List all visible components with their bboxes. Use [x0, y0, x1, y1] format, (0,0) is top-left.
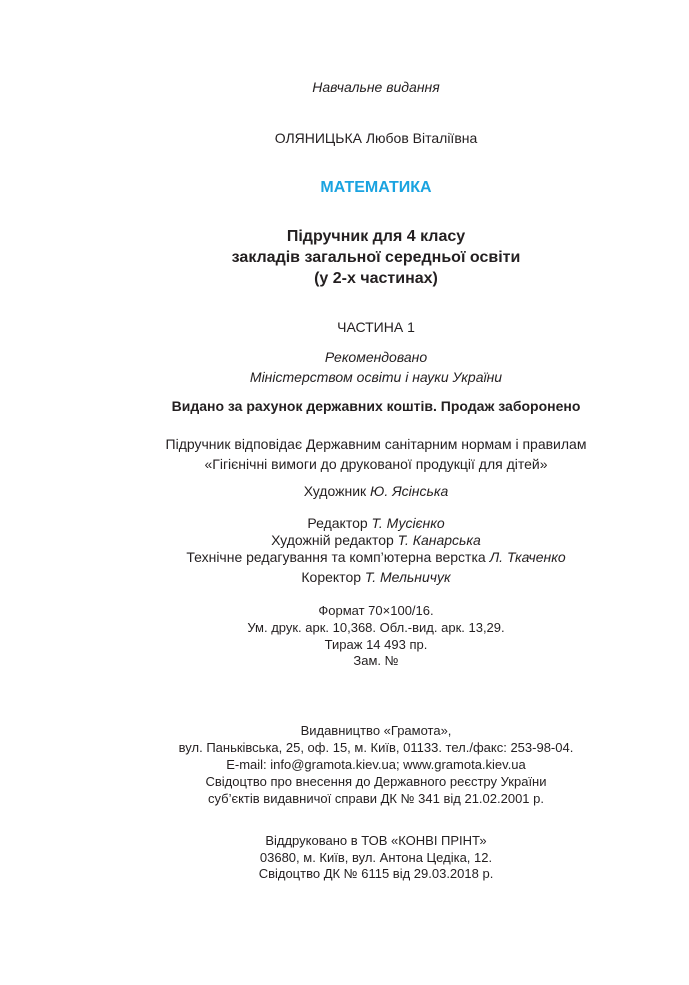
credit-proofreader: [0, 569, 689, 586]
art-editor-role: Художній редактор: [271, 532, 394, 548]
compliance-line-2: «Гігієнічні вимоги до друкованої продукції для дітей»: [204, 456, 548, 472]
publisher-name: Видавництво «Грамота»,: [300, 723, 452, 738]
illustrator-name: Ю. Ясінська: [370, 483, 449, 499]
publisher-address: вул. Паньківська, 25, оф. 15, м. Київ, 01133. тел./факс: 253-98-04.: [178, 740, 574, 755]
proofreader-name: Т. Мельничук: [364, 569, 451, 585]
compliance-line-1: Підручник відповідає Державним санітарним нормам і правилам: [165, 436, 587, 452]
credit-editor: [0, 515, 689, 532]
credit-layout: [0, 549, 689, 566]
printer-line-1: Віддруковано в ТОВ «КОНВІ ПРІНТ»: [265, 833, 487, 848]
print-order: Зам. №: [353, 653, 399, 668]
layout-name: Л. Ткаченко: [489, 549, 566, 565]
publisher-certificate-2: суб’єктів видавничої справи ДК № 341 від 21.02.2001 р.: [207, 791, 544, 806]
editor-name: Т. Мусієнко: [371, 515, 445, 531]
printer-line-2: 03680, м. Київ, вул. Антона Цедіка, 12.: [259, 850, 493, 865]
print-run: Тираж 14 493 пр.: [324, 637, 428, 652]
author-name: ОЛЯНИЦЬКА Любов Віталіївна: [274, 130, 478, 146]
credit-art-editor: [0, 532, 689, 549]
publisher-contacts: E-mail: info@gramota.kiev.ua; www.gramota.kiev.ua: [226, 757, 526, 772]
proofreader-role: Коректор: [301, 569, 362, 585]
recommendation-line-2: Міністерством освіти і науки України: [249, 369, 503, 385]
book-title: МАТЕМАТИКА: [320, 179, 432, 196]
illustrator-role: Художник: [303, 483, 367, 499]
printer-line-3: Свідоцтво ДК № 6115 від 29.03.2018 р.: [258, 866, 494, 881]
funding-note: Видано за рахунок державних коштів. Продаж заборонено: [171, 398, 581, 414]
layout-role: Технічне редагування та комп’ютерна верстка: [186, 549, 486, 565]
credit-illustrator: [0, 483, 689, 500]
print-format: Формат 70×100/16.: [318, 603, 434, 618]
edition-type: Навчальне видання: [312, 79, 440, 95]
subtitle-line-2: закладів загальної середньої освіти: [231, 249, 521, 266]
subtitle-line-3: (у 2-х частинах): [314, 270, 438, 287]
subtitle-line-1: Підручник для 4 класу: [286, 228, 466, 245]
part-number: ЧАСТИНА 1: [337, 319, 415, 335]
recommendation-line-1: Рекомендовано: [324, 349, 428, 365]
editor-role: Редактор: [307, 515, 368, 531]
art-editor-name: Т. Канарська: [397, 532, 481, 548]
publisher-certificate-1: Свідоцтво про внесення до Державного реєстру України: [205, 774, 547, 789]
print-sheets: Ум. друк. арк. 10,368. Обл.-вид. арк. 13,29.: [247, 620, 505, 635]
